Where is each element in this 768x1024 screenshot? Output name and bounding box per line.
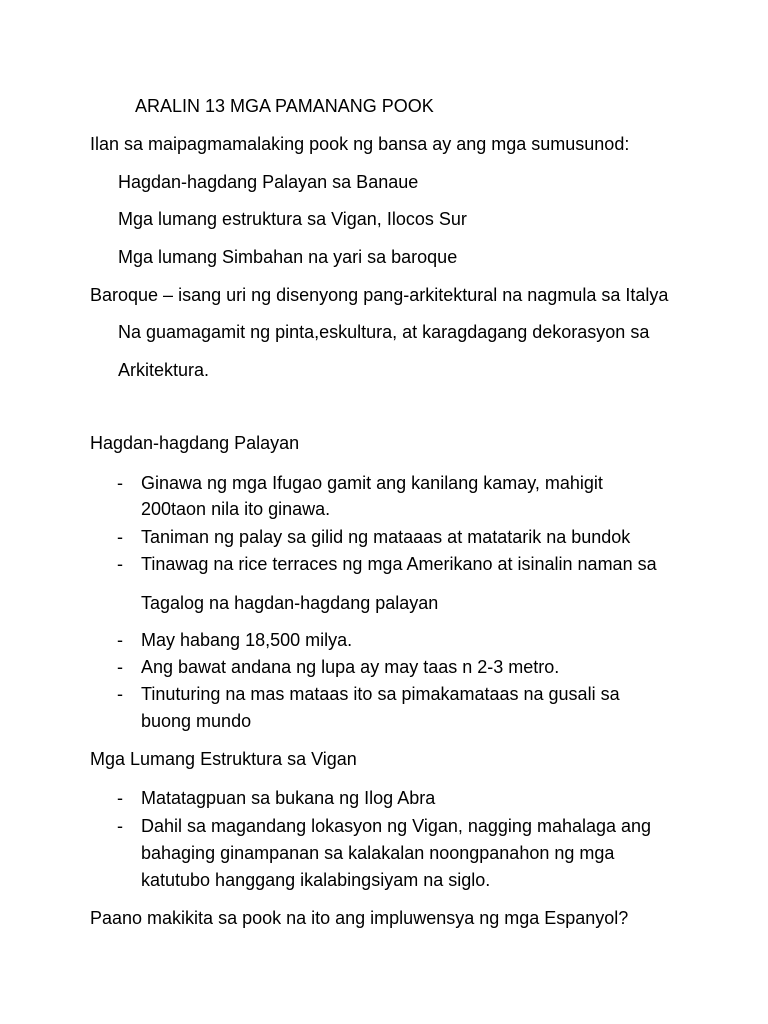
- bullet-item: Ang bawat andana ng lupa ay may taas n 2-3 metro.: [141, 657, 560, 677]
- bullet-dash: -: [117, 816, 123, 836]
- bullet-dash: -: [117, 657, 123, 677]
- baroque-definition-cont: Na guamagamit ng pinta,eskultura, at karagdagang dekorasyon sa: [118, 322, 650, 342]
- bullet-item-cont: bahaging ginampanan sa kalakalan noongpanahon ng mga: [141, 843, 615, 863]
- bullet-dash: -: [117, 554, 123, 574]
- bullet-item: Dahil sa magandang lokasyon ng Vigan, nagging mahalaga ang: [141, 816, 652, 836]
- lesson-title: ARALIN 13 MGA PAMANANG POOK: [135, 96, 434, 116]
- bullet-item-cont: buong mundo: [141, 711, 252, 731]
- baroque-definition: Baroque – isang uri ng disenyong pang-arkitektural na nagmula sa Italya: [90, 285, 669, 305]
- bullet-item: Ginawa ng mga Ifugao gamit ang kanilang kamay, mahigit: [141, 473, 603, 493]
- place-item: Hagdan-hagdang Palayan sa Banaue: [118, 172, 419, 192]
- intro-text: Ilan sa maipagmamalaking pook ng bansa ay ang mga sumusunod:: [90, 134, 630, 154]
- place-item: Mga lumang estruktura sa Vigan, Ilocos Sur: [118, 209, 467, 229]
- bullet-dash: -: [117, 788, 123, 808]
- bullet-item-cont: 200taon nila ito ginawa.: [141, 499, 331, 519]
- bullet-item-cont: Tagalog na hagdan-hagdang palayan: [141, 593, 439, 613]
- bullet-item: May habang 18,500 milya.: [141, 630, 353, 650]
- bullet-item: Tinawag na rice terraces ng mga Amerikano at isinalin naman sa: [141, 554, 657, 574]
- bullet-item: Taniman ng palay sa gilid ng mataaas at matatarik na bundok: [141, 527, 631, 547]
- bullet-dash: -: [117, 684, 123, 704]
- bullet-dash: -: [117, 630, 123, 650]
- bullet-item-cont: katutubo hanggang ikalabingsiyam na siglo.: [141, 870, 491, 890]
- question-text: Paano makikita sa pook na ito ang impluwensya ng mga Espanyol?: [90, 908, 629, 928]
- baroque-definition-cont: Arkitektura.: [118, 360, 210, 380]
- place-item: Mga lumang Simbahan na yari sa baroque: [118, 247, 458, 267]
- bullet-item: Matatagpuan sa bukana ng Ilog Abra: [141, 788, 436, 808]
- section-heading: Mga Lumang Estruktura sa Vigan: [90, 749, 357, 769]
- bullet-dash: -: [117, 527, 123, 547]
- section-heading: Hagdan-hagdang Palayan: [90, 433, 300, 453]
- bullet-item: Tinuturing na mas mataas ito sa pimakamataas na gusali sa: [141, 684, 620, 704]
- bullet-dash: -: [117, 473, 123, 493]
